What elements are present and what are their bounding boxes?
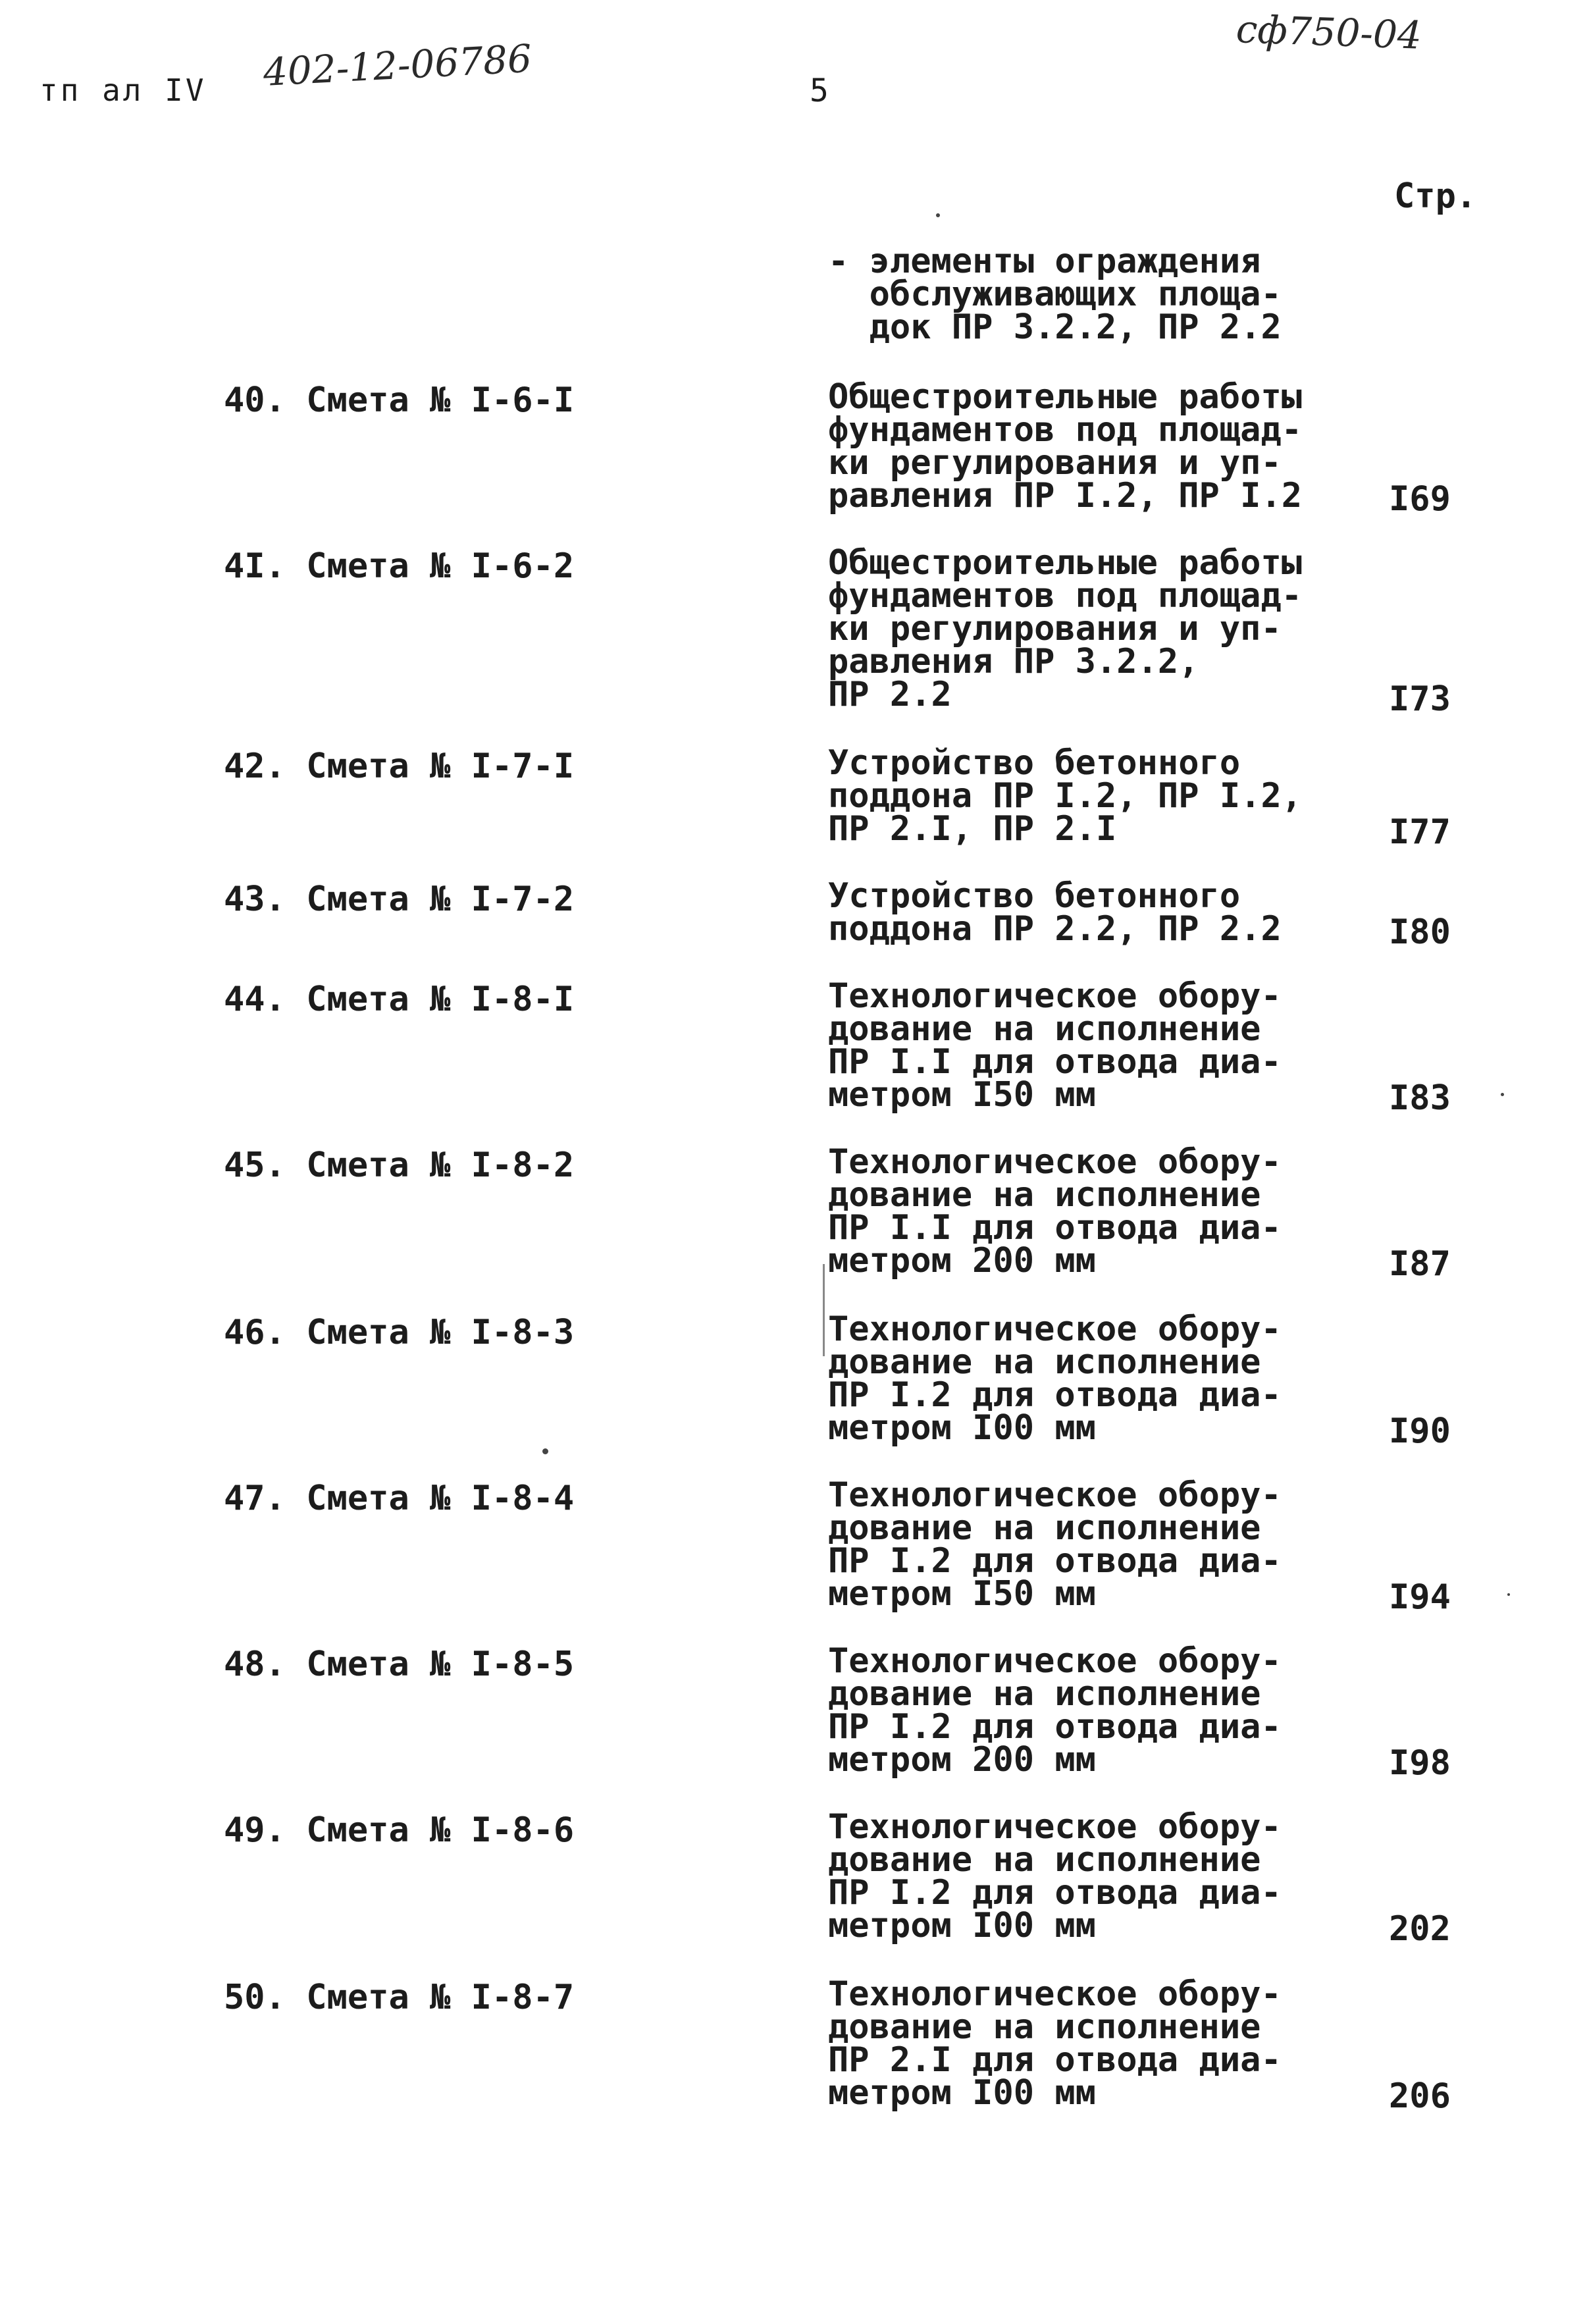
entry-number: 40. Смета № I-6-I: [224, 381, 575, 420]
entry-page: I83: [1389, 1078, 1451, 1118]
entry-description: Общестроительные работы фундаментов под площад- ки регулирования и уп- равления ПР 3.2.2, ПР 2.2: [828, 543, 1303, 714]
handwritten-reference: сф750-04: [1235, 7, 1423, 58]
entry-number: 44. Смета № I-8-I: [224, 980, 575, 1019]
entry-number: 45. Смета № I-8-2: [224, 1146, 575, 1185]
entry-description: Технологическое обору- дование на исполнение ПР I.2 для отвода диа- метром 200 мм: [828, 1641, 1282, 1780]
scan-speck: [542, 1448, 548, 1454]
scan-speck: [1507, 1593, 1510, 1596]
entry-number: 48. Смета № I-8-5: [224, 1645, 575, 1684]
entry-page: I73: [1389, 679, 1451, 719]
entry-description: Общестроительные работы фундаментов под площад- ки регулирования и уп- равления ПР I.2, ПР I.2: [828, 377, 1303, 515]
scan-speck: [1501, 1093, 1504, 1096]
entry-number: 49. Смета № I-8-6: [224, 1810, 575, 1850]
entry-page: I90: [1389, 1412, 1451, 1451]
entry-page: I80: [1389, 912, 1451, 952]
entry-description: Технологическое обору- дование на исполнение ПР I.I для отвода диа- метром I50 мм: [828, 976, 1282, 1115]
entry-page: I98: [1389, 1743, 1451, 1783]
scan-artifact-line: [823, 1264, 825, 1356]
entry-description: Технологическое обору- дование на исполнение ПР I.2 для отвода диа- метром I50 мм: [828, 1475, 1282, 1614]
page-number: 5: [810, 72, 829, 109]
entry-description: Технологическое обору- дование на исполнение ПР I.2 для отвода диа- метром I00 мм: [828, 1309, 1282, 1448]
page-column-header: Стр.: [1394, 176, 1477, 216]
entry-description: Устройство бетонного поддона ПР I.2, ПР I.2, ПР 2.I, ПР 2.I: [828, 743, 1303, 849]
entry-number: 50. Смета № I-8-7: [224, 1978, 575, 2017]
series-stamp: тп ал IV: [39, 72, 207, 108]
scan-speck: [936, 213, 940, 217]
entry-description: Технологическое обору- дование на исполнение ПР I.I для отвода диа- метром 200 мм: [828, 1142, 1282, 1281]
entry-description: Технологическое обору- дование на исполнение ПР I.2 для отвода диа- метром I00 мм: [828, 1807, 1282, 1945]
entry-description: Устройство бетонного поддона ПР 2.2, ПР 2.2: [828, 876, 1282, 949]
entry-number: 42. Смета № I-7-I: [224, 747, 575, 786]
entry-page: I87: [1389, 1244, 1451, 1284]
entry-page: I94: [1389, 1577, 1451, 1617]
entry-number: 43. Смета № I-7-2: [224, 880, 575, 919]
entry-number: 46. Смета № I-8-3: [224, 1313, 575, 1352]
entry-page: I77: [1389, 812, 1451, 852]
entry-description: Технологическое обору- дование на исполнение ПР 2.I для отвода диа- метром I00 мм: [828, 1974, 1282, 2113]
entry-page: I69: [1389, 479, 1451, 519]
continuation-description: - элементы ограждения обслуживающих площа- док ПР 3.2.2, ПР 2.2: [828, 242, 1282, 347]
entry-page: 206: [1389, 2076, 1451, 2116]
entry-number: 47. Смета № I-8-4: [224, 1479, 575, 1518]
entry-number: 4I. Смета № I-6-2: [224, 546, 575, 586]
handwritten-project-code: 402-12-06786: [262, 36, 533, 95]
entry-page: 202: [1389, 1909, 1451, 1949]
